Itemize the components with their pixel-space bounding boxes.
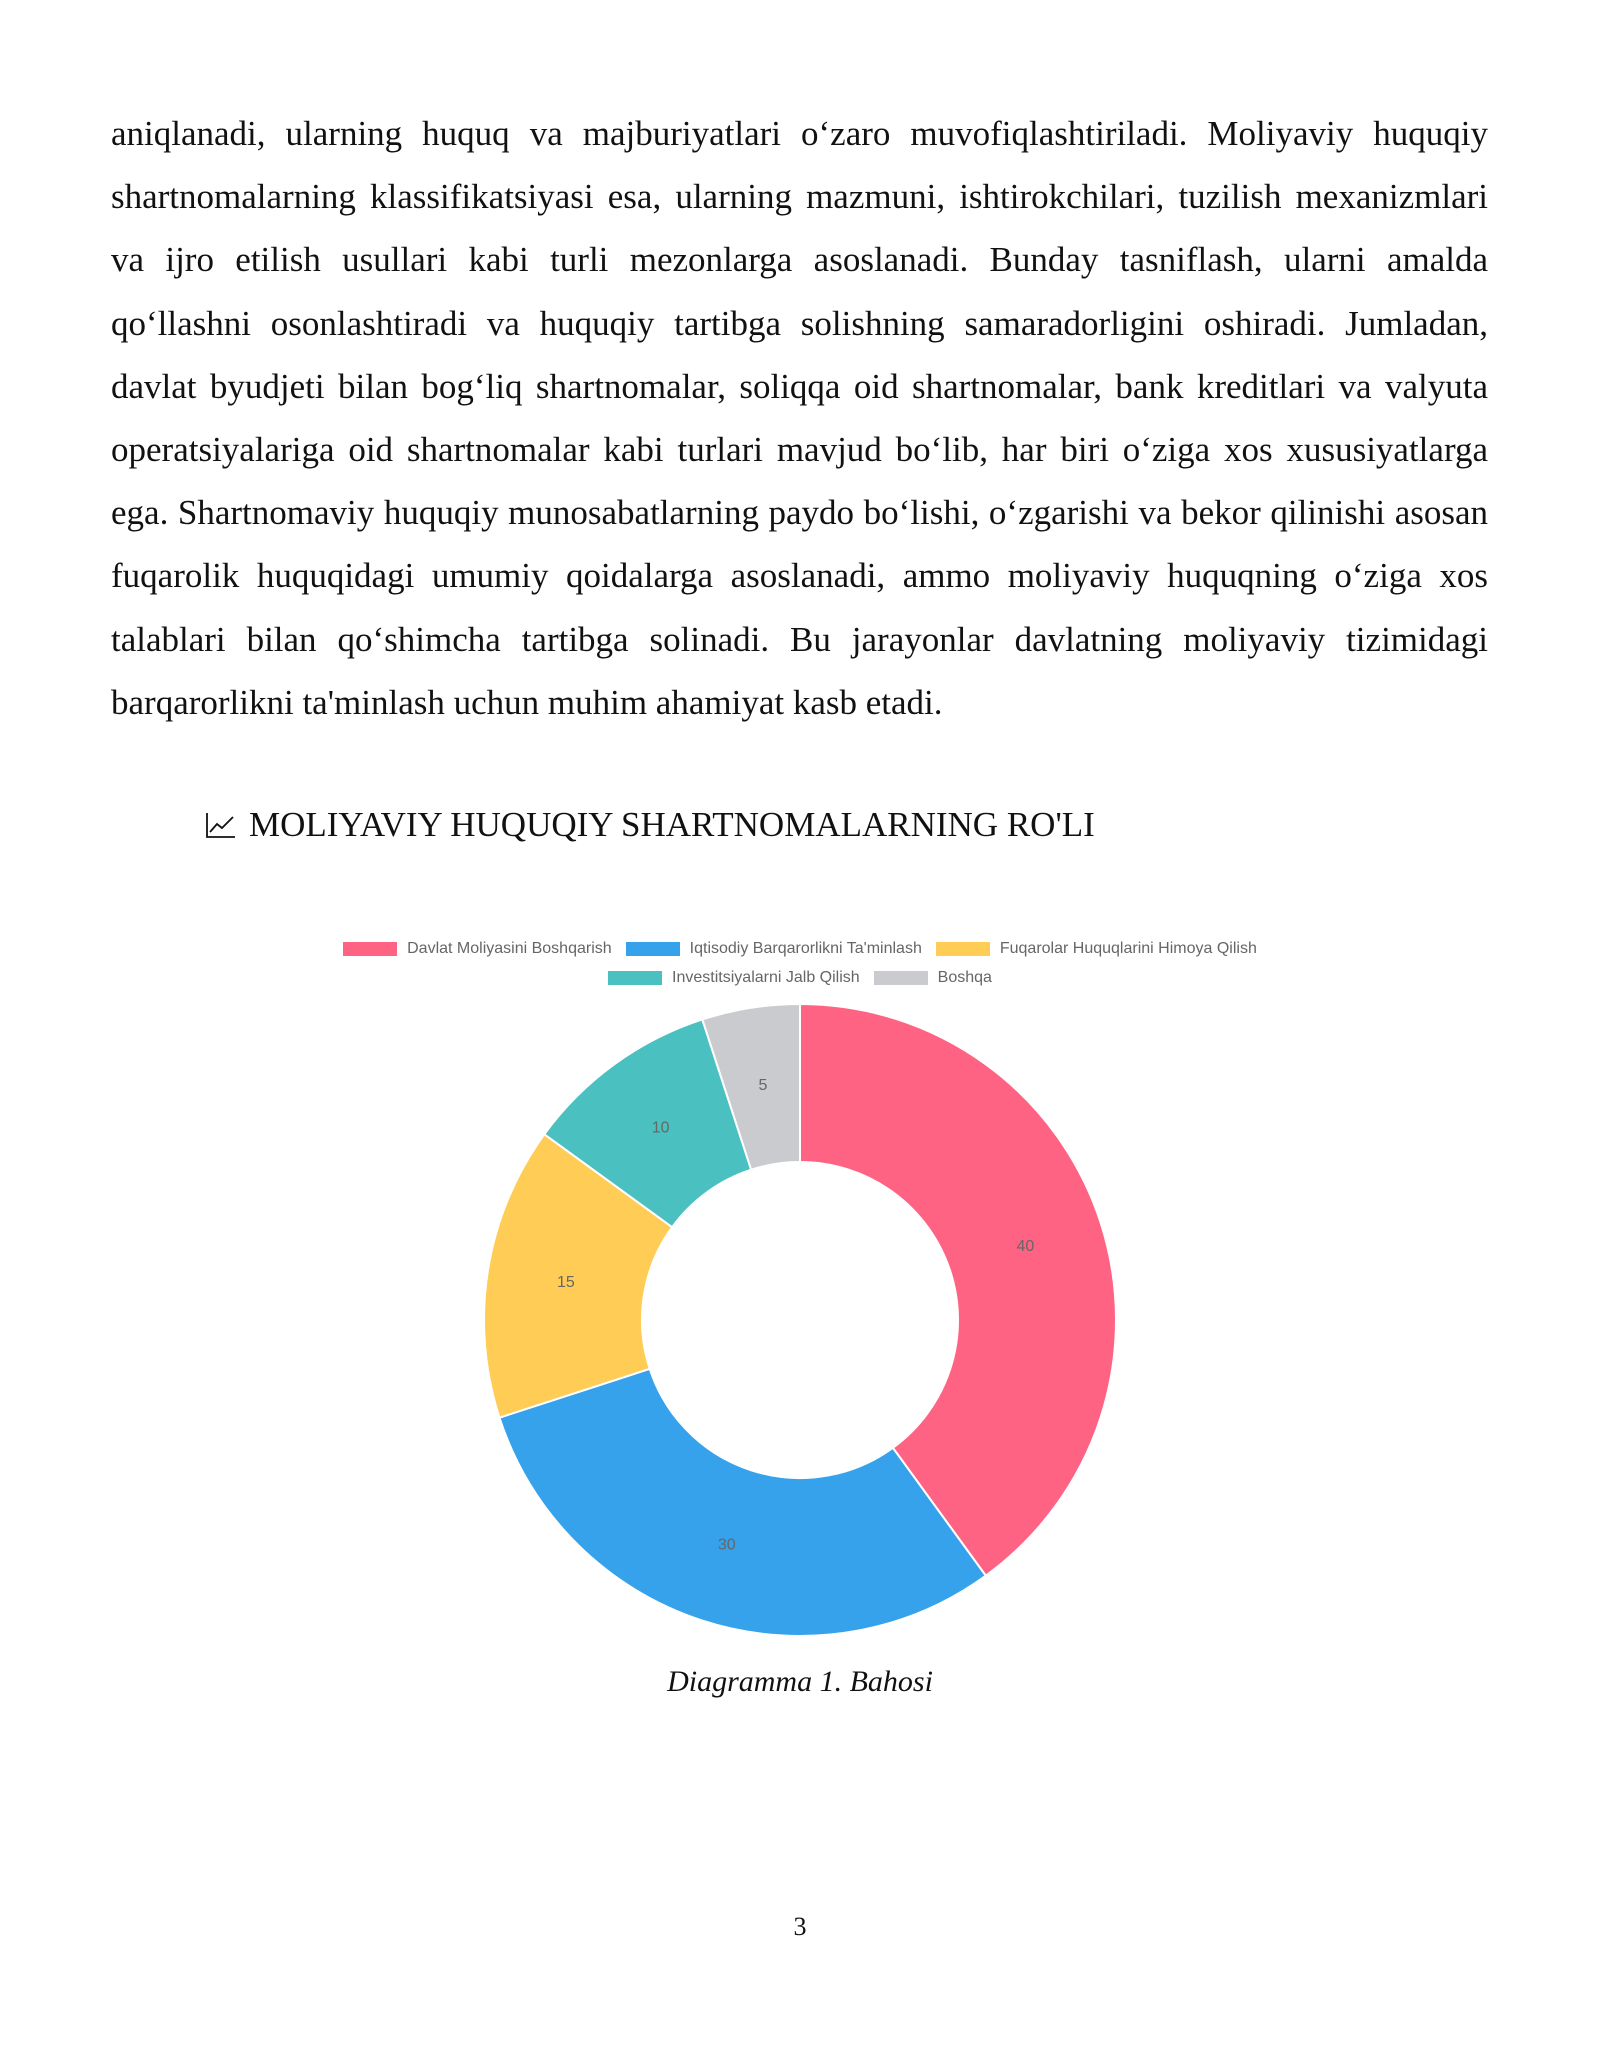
slice-value-label: 5 — [758, 1077, 768, 1095]
slice-value-label: 10 — [651, 1119, 670, 1137]
legend-label: Investitsiyalarni Jalb Qilish — [672, 969, 860, 986]
legend-row-1 — [300, 940, 1300, 958]
slice-value-label: 15 — [557, 1274, 575, 1292]
legend-item[interactable] — [608, 969, 860, 987]
chart-legend — [300, 940, 1300, 998]
page-number: 3 — [793, 1912, 807, 1941]
legend-row-2 — [300, 969, 1300, 987]
section-heading-text: MOLIYAVIY HUQUQIY SHARTNOMALARNING RO'LI — [249, 805, 1095, 844]
section-heading — [205, 803, 1095, 847]
legend-item[interactable] — [874, 969, 992, 987]
doughnut-slice[interactable] — [499, 1369, 985, 1636]
chart-line-icon — [205, 811, 237, 839]
legend-swatch — [343, 942, 397, 956]
legend-swatch — [936, 942, 990, 956]
legend-swatch — [626, 942, 680, 956]
legend-item[interactable] — [936, 940, 1257, 958]
legend-swatch — [608, 971, 662, 985]
doughnut-chart — [480, 1000, 1120, 1640]
legend-item[interactable] — [343, 940, 612, 958]
legend-label: Fuqarolar Huquqlarini Himoya Qilish — [999, 940, 1257, 957]
slice-value-label: 30 — [717, 1536, 736, 1554]
legend-label: Boshqa — [937, 969, 992, 986]
legend-label: Iqtisodiy Barqarorlikni Ta'minlash — [689, 940, 922, 957]
body-paragraph: aniqlanadi, ularning huquq va majburiyatlari o‘zaro muvofiqlashtiriladi. Moliyaviy huquqiy shartnomalarning klassifikatsiyasi esa, ularning mazmuni, ishtirokchilari, tuzilish mexanizmlari va ijro etilish usullari kabi turli mezonlarga asoslanadi. Bunday tasniflash, ularni amalda qo‘llashni osonlashtiradi va huquqiy tartibga solishning samaradorligini oshiradi. Jumladan, davlat byudjeti bilan bog‘liq shartnomalar, soliqqa oid shartnomalar, bank kreditlari va valyuta operatsiyalariga oid shartnomalar kabi turlari mavjud bo‘lib, har biri o‘ziga xos xususiyatlarga ega. Shartnomaviy huquqiy munosabatlarning paydo bo‘lishi, o‘zgarishi va bekor qilinishi asosan fuqarolik huquqidagi umumiy qoidalarga asoslanadi, ammo moliyaviy huquqning o‘ziga xos talablari bilan qo‘shimcha tartibga solinadi. Bu jarayonlar davlatning moliyaviy tizimidagi barqarorlikni ta'minlash uchun muhim ahamiyat kasb etadi. — [111, 114, 1488, 722]
legend-item[interactable] — [626, 940, 922, 958]
slice-value-label: 40 — [1016, 1237, 1035, 1255]
legend-swatch — [874, 971, 928, 985]
legend-label: Davlat Moliyasini Boshqarish — [407, 940, 612, 957]
figure-caption: Diagramma 1. Bahosi — [667, 1665, 933, 1698]
